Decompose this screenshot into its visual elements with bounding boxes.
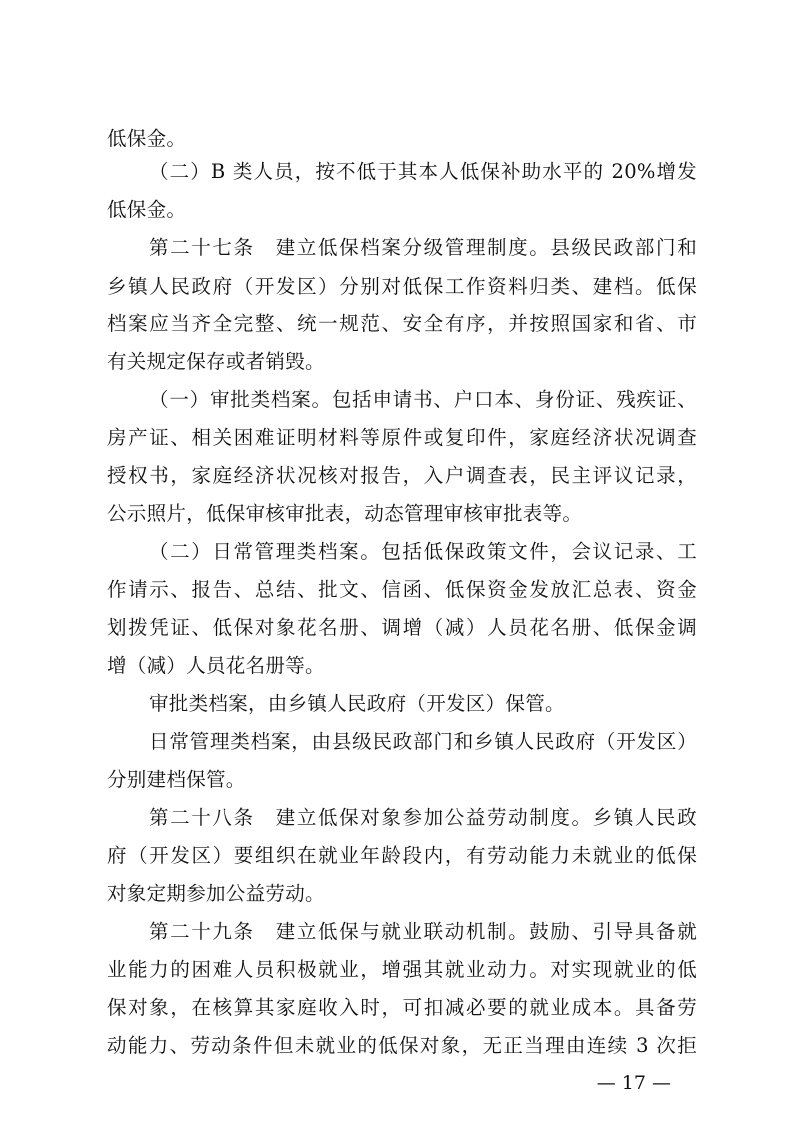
text-line: 保对象，在核算其家庭收入时，可扣减必要的就业成本。具备劳: [107, 996, 697, 1019]
text-line: 档案应当齐全完整、统一规范、安全有序，并按照国家和省、市: [107, 312, 697, 335]
text-line: 日常管理类档案，由县级民政部门和乡镇人民政府（开发区）: [149, 730, 697, 753]
text-line: 审批类档案，由乡镇人民政府（开发区）保管。: [149, 692, 565, 715]
text-line: 增（减）人员花名册等。: [107, 654, 325, 677]
text-line: 有关规定保存或者销毁。: [107, 350, 325, 373]
text-line: （一）审批类档案。包括申请书、户口本、身份证、残疾证、: [149, 388, 697, 411]
text-line: 作请示、报告、总结、批文、信函、低保资金发放汇总表、资金: [107, 578, 697, 601]
text-line: （二）日常管理类档案。包括低保政策文件，会议记录、工: [149, 540, 697, 563]
text-line: 动能力、劳动条件但未就业的低保对象，无正当理由连续 3 次拒: [107, 1034, 697, 1057]
page-number: — 17 —: [596, 1072, 671, 1094]
article-heading-29: 第二十九条 建立低保与就业联动机制。鼓励、引导具备就: [149, 920, 697, 943]
text-line: 低保金。: [107, 127, 187, 150]
text-line: 分别建档保管。: [107, 768, 246, 791]
text-line: 授权书，家庭经济状况核对报告，入户调查表，民主评议记录，: [107, 464, 697, 487]
text-line: （二）B 类人员，按不低于其本人低保补助水平的 20%增发: [149, 160, 697, 183]
text-line: 划拨凭证、低保对象花名册、调增（减）人员花名册、低保金调: [107, 616, 697, 639]
article-heading-27: 第二十七条 建立低保档案分级管理制度。县级民政部门和: [149, 236, 697, 259]
text-line: 公示照片，低保审核审批表，动态管理审核审批表等。: [107, 502, 583, 525]
text-line: 低保金。: [107, 198, 187, 221]
text-line: 乡镇人民政府（开发区）分别对低保工作资料归类、建档。低保: [107, 275, 697, 298]
text-line: 业能力的困难人员积极就业，增强其就业动力。对实现就业的低: [107, 958, 697, 981]
text-line: 对象定期参加公益劳动。: [107, 882, 325, 905]
text-line: 府（开发区）要组织在就业年龄段内，有劳动能力未就业的低保: [107, 844, 697, 867]
text-line: 房产证、相关困难证明材料等原件或复印件，家庭经济状况调查: [107, 426, 697, 449]
article-heading-28: 第二十八条 建立低保对象参加公益劳动制度。乡镇人民政: [149, 806, 697, 829]
